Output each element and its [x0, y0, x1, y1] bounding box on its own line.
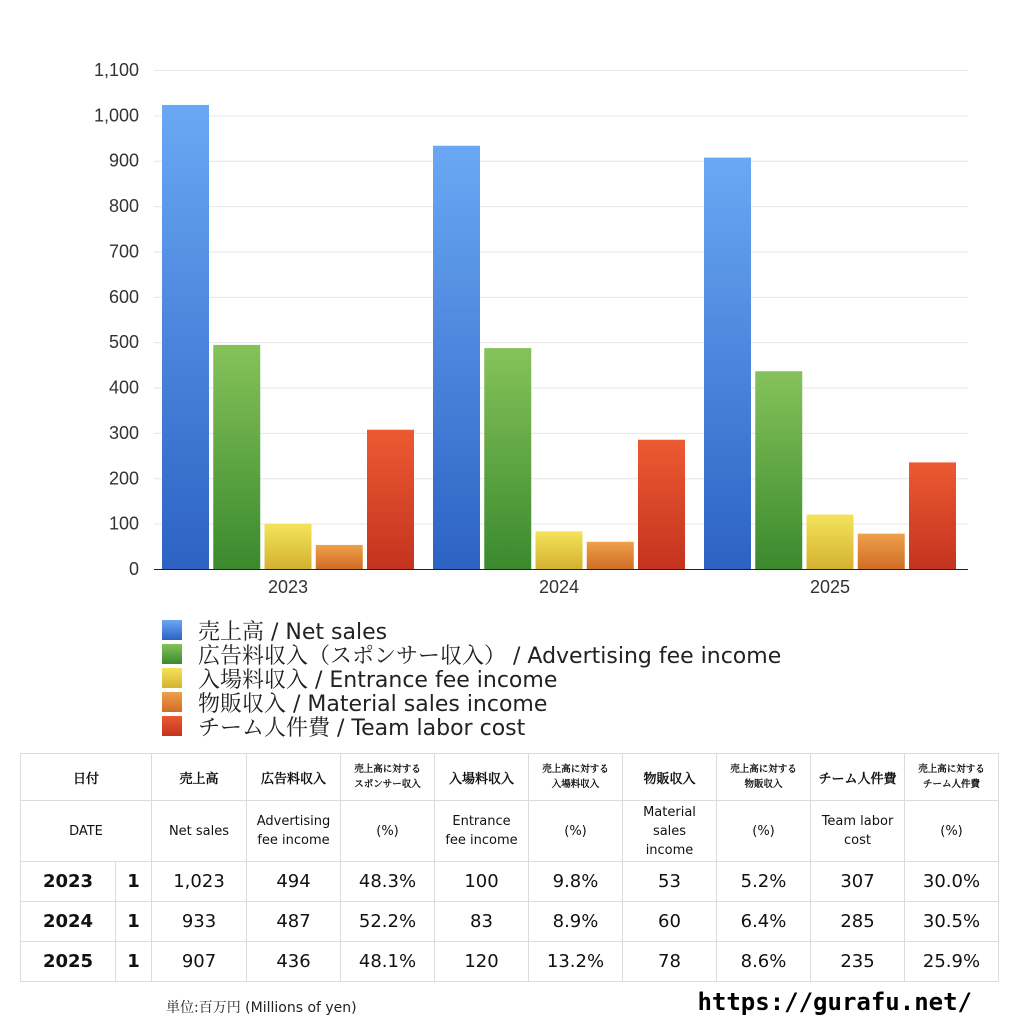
- data-table: [20, 753, 999, 982]
- y-tick-label: 100: [108, 513, 139, 534]
- table-cell: 30.0%: [905, 862, 999, 902]
- header-ad-en: Advertising fee income: [247, 801, 341, 862]
- bar-2023-series-3: [316, 545, 363, 569]
- bar-2025-series-1: [755, 371, 802, 569]
- table-row: [21, 942, 999, 982]
- y-tick-label: 1,000: [93, 105, 139, 126]
- table-cell: 487: [247, 902, 341, 942]
- legend-swatch: [162, 716, 182, 736]
- table-cell: 78: [623, 942, 717, 982]
- x-axis-ticks: [268, 577, 850, 597]
- table-cell: 307: [811, 862, 905, 902]
- legend-item: [162, 714, 781, 741]
- header-sales-en: Net sales: [152, 801, 247, 862]
- header-material-jp: 物販収入: [623, 754, 717, 801]
- header-material-pct-jp: 売上高に対する 物販収入: [717, 754, 811, 801]
- legend: [162, 618, 782, 741]
- bar-2023-series-2: [265, 524, 312, 569]
- header-entrance-jp: 入場料収入: [435, 754, 529, 801]
- bar-2023-series-0: [162, 105, 209, 569]
- y-tick-label: 1,100: [93, 60, 139, 80]
- bar-2025-series-4: [909, 462, 956, 569]
- header-sales-jp: 売上高: [152, 754, 247, 801]
- table-cell: 13.2%: [529, 942, 623, 982]
- legend-label: 広告料収入（スポンサー収入） / Advertising fee income: [198, 643, 782, 669]
- y-axis-ticks: [94, 60, 139, 579]
- legend-label: 物販収入 / Material sales income: [198, 691, 548, 717]
- table-cell: 494: [247, 862, 341, 902]
- table-cell: 8.9%: [529, 902, 623, 942]
- y-tick-label: 500: [108, 332, 139, 353]
- table-row: [21, 902, 999, 942]
- header-ad-pct-jp: 売上高に対する スポンサー収入: [341, 754, 435, 801]
- legend-label: 売上高 / Net sales: [198, 619, 388, 645]
- header-material-en: Material sales income: [623, 801, 717, 862]
- bar-2025-series-3: [858, 534, 905, 569]
- y-tick-label: 700: [108, 241, 139, 262]
- bar-2023-series-1: [213, 345, 260, 569]
- legend-label: チーム人件費 / Team labor cost: [198, 715, 526, 741]
- row-count: 1: [116, 902, 152, 942]
- legend-swatch: [162, 668, 182, 688]
- gridlines: [154, 71, 968, 525]
- y-tick-label: 600: [108, 286, 139, 307]
- table-cell: 6.4%: [717, 902, 811, 942]
- bar-2025-series-2: [807, 515, 854, 569]
- y-tick-label: 800: [108, 196, 139, 217]
- table-cell: 60: [623, 902, 717, 942]
- unit-note: 単位:百万円 (Millions of yen): [166, 1000, 357, 1016]
- bar-2024-series-1: [484, 348, 531, 569]
- row-year: 2025: [21, 942, 116, 982]
- row-year: 2024: [21, 902, 116, 942]
- table-cell: 48.3%: [341, 862, 435, 902]
- table-cell: 285: [811, 902, 905, 942]
- y-tick-label: 300: [108, 422, 139, 443]
- y-tick-label: 200: [108, 468, 139, 489]
- legend-swatch: [162, 692, 182, 712]
- table-cell: 907: [152, 942, 247, 982]
- bar-2024-series-4: [638, 440, 685, 569]
- header-material-pct-en: (%): [717, 801, 811, 862]
- header-date-en: DATE: [21, 801, 152, 862]
- table-row: [21, 862, 999, 902]
- table-cell: 52.2%: [341, 902, 435, 942]
- table-header-en: [21, 801, 999, 862]
- table-cell: 235: [811, 942, 905, 982]
- bar-2023-series-4: [367, 430, 414, 569]
- header-labor-jp: チーム人件費: [811, 754, 905, 801]
- header-labor-pct-jp: 売上高に対する チーム人件費: [905, 754, 999, 801]
- bars: [162, 105, 956, 569]
- header-labor-en: Team labor cost: [811, 801, 905, 862]
- header-entrance-pct-en: (%): [529, 801, 623, 862]
- legend-swatch: [162, 620, 182, 640]
- y-tick-label: 400: [108, 377, 139, 398]
- table-cell: 48.1%: [341, 942, 435, 982]
- legend-label: 入場料収入 / Entrance fee income: [198, 667, 558, 693]
- table-cell: 1,023: [152, 862, 247, 902]
- bar-2024-series-3: [587, 542, 634, 569]
- header-labor-pct-en: (%): [905, 801, 999, 862]
- header-entrance-en: Entrance fee income: [435, 801, 529, 862]
- bar-2025-series-0: [704, 158, 751, 569]
- table-cell: 436: [247, 942, 341, 982]
- header-ad-pct-en: (%): [341, 801, 435, 862]
- y-tick-label: 0: [128, 559, 139, 579]
- table-cell: 30.5%: [905, 902, 999, 942]
- table-cell: 933: [152, 902, 247, 942]
- table-cell: 120: [435, 942, 529, 982]
- bar-2024-series-0: [433, 146, 480, 569]
- row-count: 1: [116, 942, 152, 982]
- site-url: https://gurafu.net/: [697, 988, 972, 1016]
- header-date-jp: 日付: [21, 754, 152, 801]
- x-tick-label: 2024: [538, 577, 580, 597]
- y-tick-label: 900: [108, 150, 139, 171]
- legend-swatch: [162, 644, 182, 664]
- x-tick-label: 2025: [809, 577, 851, 597]
- table-cell: 5.2%: [717, 862, 811, 902]
- x-tick-label: 2023: [267, 577, 309, 597]
- header-ad-jp: 広告料収入: [247, 754, 341, 801]
- table-header-jp: [21, 754, 999, 801]
- table-cell: 25.9%: [905, 942, 999, 982]
- table-cell: 8.6%: [717, 942, 811, 982]
- table-cell: 83: [435, 902, 529, 942]
- row-year: 2023: [21, 862, 116, 902]
- table-cell: 53: [623, 862, 717, 902]
- header-entrance-pct-jp: 売上高に対する 入場料収入: [529, 754, 623, 801]
- table-cell: 100: [435, 862, 529, 902]
- table-cell: 9.8%: [529, 862, 623, 902]
- bar-2024-series-2: [536, 531, 583, 569]
- row-count: 1: [116, 862, 152, 902]
